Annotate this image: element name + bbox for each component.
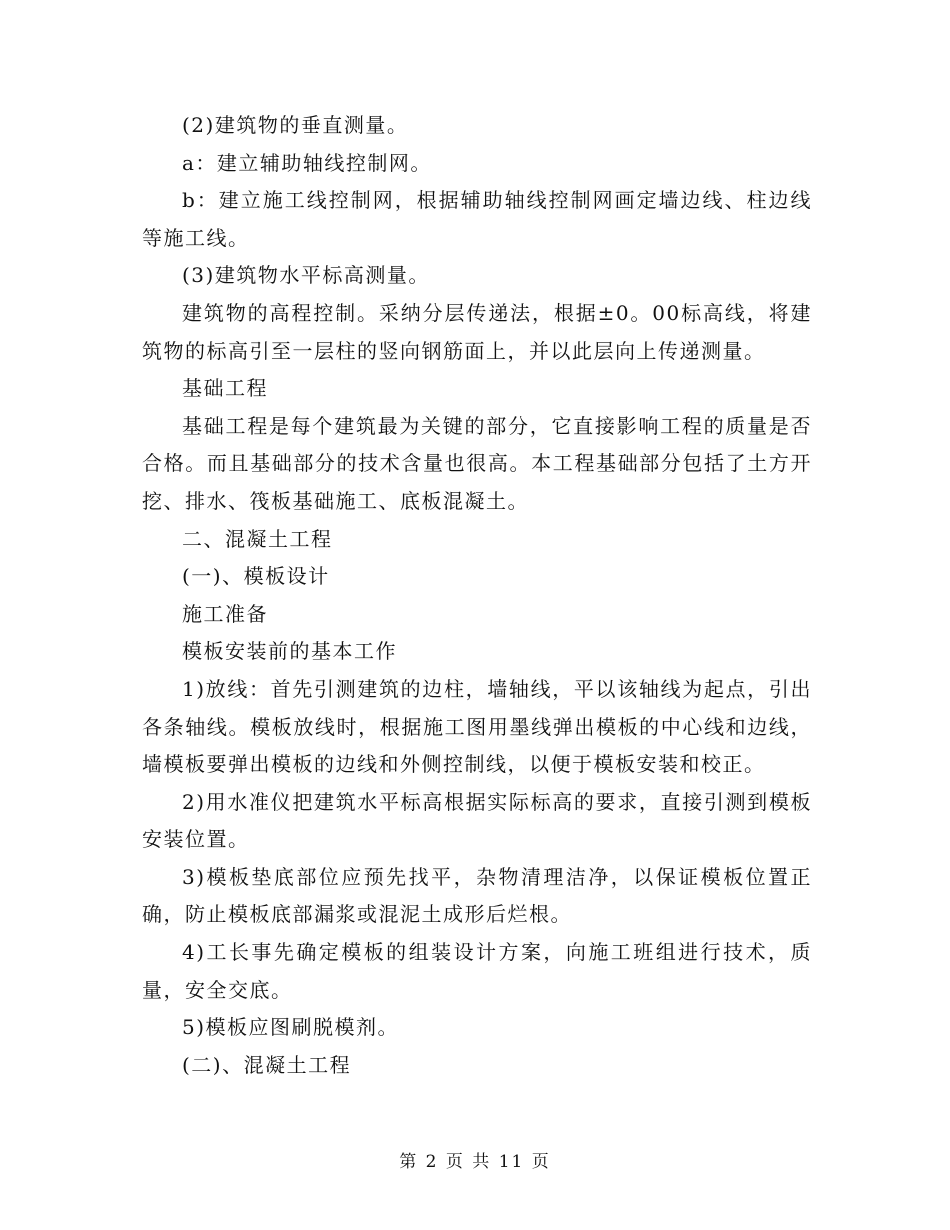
page-number-footer: 第 2 页 共 11 页: [399, 1152, 551, 1172]
paragraph-step-5: 5)模板应图刷脱模剂。: [182, 1015, 400, 1040]
paragraph-foundation-body: 基础工程是每个建筑最为关键的部分，它直接影响工程的质量是否合格。而且基础部分的技术含量也很高。本工程基础部分包括了土方开挖、排水、筏板基础施工、底板混凝土。: [142, 413, 812, 513]
paragraph-pre-install-heading: 模板安装前的基本工作: [182, 639, 397, 664]
paragraph-section-two-heading: 二、混凝土工程: [182, 526, 333, 551]
paragraph-elevation-control: 建筑物的高程控制。采纳分层传递法，根据±0。00标高线，将建筑物的标高引至一层柱的竖向钢筋面上，并以此层向上传递测量。: [142, 300, 812, 363]
paragraph-step-2: 2)用水准仪把建筑水平标高根据实际标高的要求，直接引测到模板安装位置。: [142, 789, 812, 852]
paragraph-step-4: 4)工长事先确定模板的组装设计方案，向施工班组进行技术，质量，安全交底。: [142, 940, 812, 1002]
paragraph-foundation-heading: 基础工程: [182, 376, 268, 401]
paragraph-item-a: a：建立辅助轴线控制网。: [182, 150, 432, 175]
paragraph-concrete-heading: (二)、混凝土工程: [182, 1052, 352, 1077]
paragraph-step-3: 3)模板垫底部位应预先找平，杂物清理洁净，以保证模板位置正确，防止模板底部漏浆或混泥土成形后烂根。: [142, 864, 812, 927]
document-body: [142, 107, 812, 1084]
paragraph-item-b: b：建立施工线控制网，根据辅助轴线控制网画定墙边线、柱边线等施工线。: [142, 188, 812, 250]
paragraph-level-measurement-heading: (3)建筑物水平标高测量。: [182, 263, 430, 288]
paragraph-vertical-measurement-heading: (2)建筑物的垂直测量。: [182, 113, 409, 137]
paragraph-construction-prep-heading: 施工准备: [182, 601, 268, 626]
paragraph-formwork-design-heading: (一)、模板设计: [182, 564, 330, 589]
paragraph-step-1: 1)放线：首先引测建筑的边柱，墙轴线，平以该轴线为起点，引出各条轴线。模板放线时，根据施工图用墨线弹出模板的中心线和边线，墙模板要弹出模板的边线和外侧控制线，以便于模板安装和校正。: [142, 676, 812, 777]
